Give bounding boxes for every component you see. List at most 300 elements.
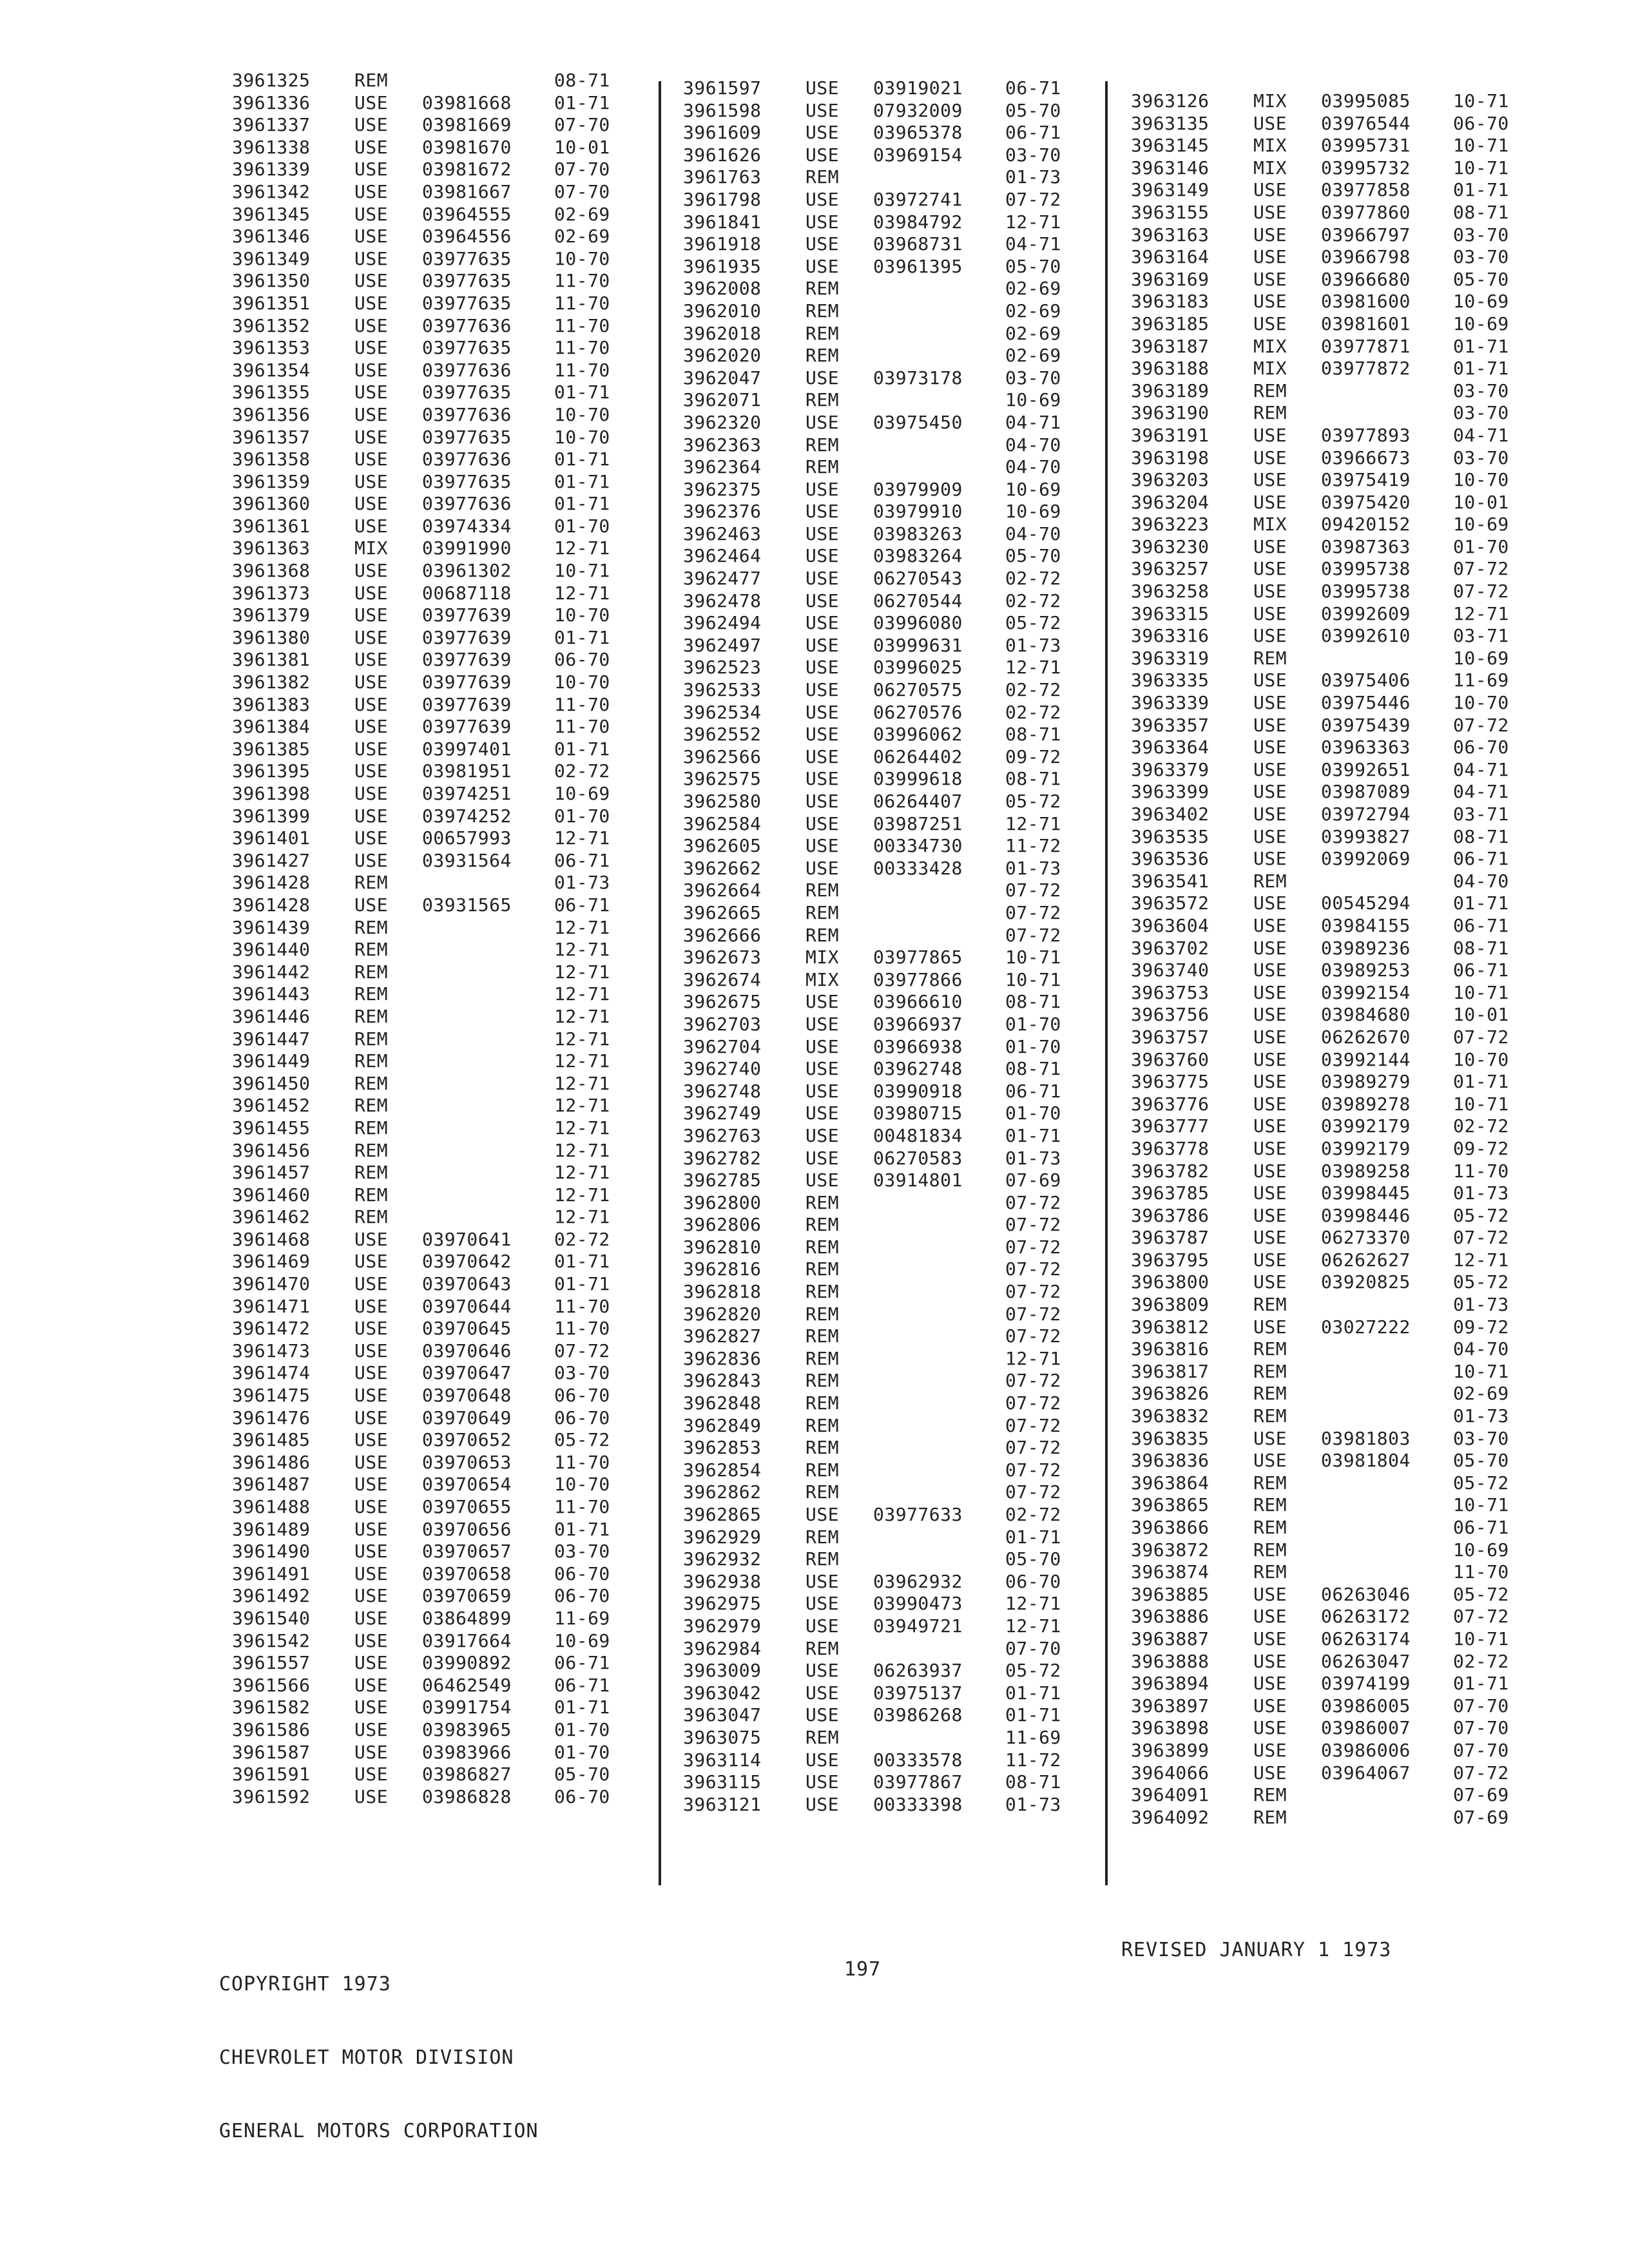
revision-date-cell: 04-71 [1453, 758, 1509, 780]
status-code: USE [354, 1541, 389, 1562]
table-row [683, 1704, 1083, 1727]
replacement-number: 03976544 [1321, 112, 1411, 134]
copyright-block [219, 1923, 539, 2168]
revision-date-cell: 07-70 [1453, 1695, 1509, 1716]
replacement-number: 03974252 [422, 805, 512, 827]
status-code: REM [1253, 1494, 1287, 1516]
revision-date-cell: 09-72 [1453, 1316, 1509, 1338]
part-number: 3963864 [1131, 1472, 1210, 1494]
part-number: 3961352 [232, 314, 311, 336]
status-code: USE [805, 1793, 840, 1815]
revision-date-cell: 05-70 [1453, 1450, 1509, 1472]
revision-date-cell: 01-71 [1005, 1704, 1061, 1726]
part-number: 3961357 [232, 426, 311, 448]
revision-date-cell: 07-72 [1005, 1392, 1061, 1414]
revision-date-cell: 01-71 [554, 448, 610, 470]
status-code: USE [805, 144, 840, 166]
parts-column-2 [683, 77, 1083, 1816]
replacement-number: 03972794 [1321, 803, 1411, 825]
revision-date-cell: 08-71 [1453, 825, 1509, 847]
status-code: USE [354, 1629, 389, 1651]
part-number: 3963399 [1131, 781, 1210, 803]
part-number: 3962008 [683, 278, 762, 300]
table-row [232, 1452, 631, 1474]
revision-date-cell: 01-73 [1005, 166, 1061, 188]
status-code: USE [1253, 1026, 1287, 1048]
revision-date-cell: 01-73 [1453, 1182, 1509, 1204]
revision-date-cell: 06-71 [1005, 77, 1061, 99]
revision-date-cell: 03-70 [1005, 144, 1061, 166]
part-number: 3962605 [683, 835, 762, 857]
replacement-number: 03970653 [422, 1451, 512, 1473]
replacement-number: 03977635 [422, 337, 512, 359]
status-code: USE [805, 857, 840, 879]
replacement-number: 03990473 [873, 1593, 963, 1615]
table-row [232, 604, 631, 627]
revision-date-cell: 04-70 [1453, 1338, 1509, 1360]
part-number: 3964092 [1131, 1806, 1210, 1828]
table-row [683, 323, 1083, 345]
table-row [1131, 870, 1530, 893]
revision-date-cell: 05-70 [1005, 1548, 1061, 1570]
status-code: REM [1253, 870, 1287, 892]
replacement-number: 03966610 [873, 991, 963, 1013]
part-number: 3962477 [683, 568, 762, 590]
status-code: USE [354, 403, 389, 425]
revision-date-cell: 05-70 [1005, 255, 1061, 277]
status-code: USE [1253, 312, 1287, 334]
status-code: USE [805, 1147, 840, 1169]
part-number: 3961428 [232, 872, 311, 894]
table-row [232, 159, 631, 181]
replacement-number: 03992144 [1321, 1048, 1411, 1070]
status-code: USE [354, 247, 389, 269]
table-row [683, 702, 1083, 724]
part-number: 3962464 [683, 545, 762, 567]
status-code: MIX [1253, 514, 1287, 535]
revision-date-cell: 06-71 [1453, 1517, 1509, 1538]
replacement-number: 03966798 [1321, 246, 1411, 268]
table-row [1131, 1695, 1530, 1718]
revision-date-cell: 06-71 [1453, 848, 1509, 870]
part-number: 3963169 [1131, 268, 1210, 290]
revision-date-cell: 11-70 [554, 1318, 610, 1340]
table-row [232, 1407, 631, 1430]
status-code: USE [805, 745, 840, 767]
replacement-number: 03977636 [422, 448, 512, 470]
revision-date-cell: 01-71 [1453, 1071, 1509, 1093]
revision-date-cell: 11-70 [554, 1451, 610, 1473]
part-number: 3962575 [683, 768, 762, 790]
replacement-number: 03977639 [422, 693, 512, 715]
replacement-number: 03990918 [873, 1080, 963, 1102]
status-code: REM [805, 1459, 840, 1481]
part-number: 3962665 [683, 901, 762, 923]
table-row [232, 894, 631, 917]
revision-date-cell: 11-70 [554, 359, 610, 381]
revision-date-cell: 11-69 [554, 1607, 610, 1629]
status-code: USE [1253, 469, 1287, 491]
part-number: 3963894 [1131, 1673, 1210, 1695]
revision-date-cell: 07-70 [1005, 1637, 1061, 1659]
status-code: USE [805, 1013, 840, 1035]
part-number: 3961455 [232, 1117, 311, 1139]
table-row [232, 694, 631, 716]
status-code: USE [354, 1674, 389, 1696]
revision-date-cell: 03-70 [554, 1541, 610, 1562]
status-code: USE [1253, 1004, 1287, 1026]
replacement-number: 03975439 [1321, 714, 1411, 736]
status-code: USE [805, 1035, 840, 1057]
revision-date-cell: 07-72 [1005, 1281, 1061, 1303]
table-row [1131, 1205, 1530, 1227]
part-number: 3962763 [683, 1124, 762, 1146]
table-row [683, 166, 1083, 189]
revision-date-cell: 01-70 [554, 1741, 610, 1763]
revision-date-cell: 01-73 [1453, 1405, 1509, 1427]
part-number: 3961597 [683, 77, 762, 99]
replacement-number: 03991754 [422, 1696, 512, 1718]
part-number: 3962984 [683, 1637, 762, 1659]
status-code: REM [354, 1095, 389, 1117]
table-row [232, 448, 631, 471]
status-code: USE [805, 1124, 840, 1146]
status-code: USE [1253, 892, 1287, 914]
part-number: 3963155 [1131, 201, 1210, 223]
revision-date-cell: 03-70 [1453, 246, 1509, 268]
part-number: 3963816 [1131, 1338, 1210, 1360]
part-number: 3961460 [232, 1184, 311, 1206]
revision-date-cell: 10-70 [554, 426, 610, 448]
revision-date-cell: 03-70 [1453, 402, 1509, 424]
table-row [232, 961, 631, 984]
status-code: USE [354, 671, 389, 693]
revision-date-cell: 07-72 [1005, 188, 1061, 210]
replacement-number: 03986006 [1321, 1739, 1411, 1761]
status-code: USE [354, 136, 389, 158]
status-code: USE [1253, 224, 1287, 245]
revision-date-cell: 01-70 [554, 805, 610, 827]
revision-date-cell: 04-71 [1453, 424, 1509, 446]
replacement-number: 03977866 [873, 968, 963, 990]
replacement-number: 03979909 [873, 478, 963, 500]
replacement-number: 03979910 [873, 501, 963, 523]
table-row [1131, 848, 1530, 870]
revision-date-cell: 11-70 [554, 716, 610, 738]
table-row [232, 783, 631, 805]
status-code: USE [354, 493, 389, 515]
status-code: USE [354, 1295, 389, 1317]
part-number: 3961380 [232, 626, 311, 648]
revision-date-cell: 07-69 [1453, 1784, 1509, 1806]
table-row [232, 1696, 631, 1719]
part-number: 3961443 [232, 983, 311, 1005]
replacement-number: 03970644 [422, 1295, 512, 1317]
table-row [1131, 1561, 1530, 1584]
status-code: USE [354, 1763, 389, 1785]
status-code: USE [1253, 1739, 1287, 1761]
table-row [232, 1519, 631, 1541]
revision-date-cell: 08-71 [1005, 724, 1061, 745]
status-code: REM [354, 916, 389, 938]
revision-date-cell: 04-70 [1005, 456, 1061, 478]
status-code: USE [354, 1696, 389, 1718]
table-row [1131, 179, 1530, 202]
revision-date-cell: 01-71 [554, 381, 610, 403]
revision-date-cell: 01-71 [1453, 892, 1509, 914]
replacement-number: 03977636 [422, 493, 512, 515]
status-code: USE [354, 1273, 389, 1295]
revision-date-cell: 07-72 [554, 1340, 610, 1361]
part-number: 3961591 [232, 1763, 311, 1785]
replacement-number: 03961302 [422, 560, 512, 582]
part-number: 3962979 [683, 1615, 762, 1637]
table-row [1131, 447, 1530, 470]
replacement-number: 03984680 [1321, 1004, 1411, 1026]
part-number: 3963885 [1131, 1583, 1210, 1605]
part-number: 3962664 [683, 879, 762, 901]
revision-date-cell: 06-71 [554, 1674, 610, 1696]
part-number: 3963888 [1131, 1650, 1210, 1672]
revision-date-cell: 01-70 [554, 1718, 610, 1740]
status-code: MIX [1253, 90, 1287, 111]
replacement-number: 03977635 [422, 247, 512, 269]
part-number: 3963189 [1131, 380, 1210, 401]
part-number: 3962836 [683, 1347, 762, 1369]
revision-date-cell: 10-69 [1453, 1539, 1509, 1561]
table-row [232, 1385, 631, 1407]
status-code: USE [354, 448, 389, 470]
table-row [232, 1296, 631, 1318]
replacement-number: 03981601 [1321, 312, 1411, 334]
table-row [232, 1541, 631, 1563]
table-row [683, 724, 1083, 746]
revision-date-cell: 11-70 [554, 1295, 610, 1317]
table-row [1131, 1004, 1530, 1026]
table-row [232, 270, 631, 293]
status-code: USE [354, 159, 389, 180]
status-code: REM [1253, 1383, 1287, 1405]
revision-date-cell: 03-70 [1453, 380, 1509, 401]
part-number: 3962071 [683, 389, 762, 411]
part-number: 3963536 [1131, 848, 1210, 870]
status-code: MIX [354, 537, 389, 559]
replacement-number: 03977635 [422, 426, 512, 448]
part-number: 3963812 [1131, 1316, 1210, 1338]
status-code: USE [1253, 1227, 1287, 1249]
table-row [683, 969, 1083, 992]
replacement-number: 06270583 [873, 1147, 963, 1169]
status-code: USE [1253, 848, 1287, 870]
status-code: REM [354, 939, 389, 961]
revision-date-cell: 07-72 [1453, 1227, 1509, 1249]
replacement-number: 03998445 [1321, 1182, 1411, 1204]
table-row [232, 471, 631, 494]
replacement-number: 03977635 [422, 381, 512, 403]
status-code: USE [1253, 781, 1287, 803]
table-row [683, 657, 1083, 679]
revision-date-cell: 10-70 [554, 604, 610, 626]
status-code: USE [1253, 179, 1287, 201]
table-row [232, 1675, 631, 1697]
table-row [232, 983, 631, 1006]
part-number: 3963188 [1131, 358, 1210, 380]
revision-date-cell: 08-71 [1005, 1771, 1061, 1793]
revision-date-cell: 11-70 [1453, 1160, 1509, 1182]
replacement-number: 03981669 [422, 114, 512, 136]
table-row [683, 412, 1083, 434]
table-row [232, 1073, 631, 1095]
status-code: USE [1253, 1071, 1287, 1093]
part-number: 3963135 [1131, 112, 1210, 134]
table-row [683, 545, 1083, 568]
status-code: USE [805, 478, 840, 500]
revision-date-cell: 02-72 [554, 760, 610, 782]
status-code: REM [805, 1303, 840, 1325]
part-number: 3961385 [232, 738, 311, 760]
part-number: 3962494 [683, 612, 762, 634]
status-code: REM [805, 1548, 840, 1570]
part-number: 3961557 [232, 1652, 311, 1674]
part-number: 3961368 [232, 560, 311, 582]
table-row [683, 791, 1083, 813]
table-row [1131, 1539, 1530, 1562]
table-row [1131, 313, 1530, 336]
status-code: USE [354, 1340, 389, 1361]
revision-date-cell: 06-71 [554, 849, 610, 871]
status-code: USE [805, 211, 840, 233]
replacement-number: 03962932 [873, 1570, 963, 1592]
table-row [1131, 982, 1530, 1004]
revision-date-cell: 11-69 [1453, 669, 1509, 691]
revision-date-cell: 12-71 [554, 939, 610, 961]
status-code: USE [805, 991, 840, 1013]
table-row [1131, 536, 1530, 559]
status-code: USE [354, 359, 389, 381]
part-number: 3961345 [232, 203, 311, 225]
part-number: 3961450 [232, 1072, 311, 1094]
status-code: REM [805, 1414, 840, 1436]
part-number: 3962534 [683, 701, 762, 723]
revision-date-cell: 11-70 [554, 337, 610, 359]
revision-date-cell: 06-71 [1005, 1080, 1061, 1102]
part-number: 3961379 [232, 604, 311, 626]
status-code: USE [1253, 558, 1287, 580]
status-code: USE [1253, 1606, 1287, 1628]
part-number: 3963047 [683, 1704, 762, 1726]
table-row [232, 1563, 631, 1586]
replacement-number: 03966680 [1321, 268, 1411, 290]
part-number: 3961470 [232, 1273, 311, 1295]
part-number: 3961338 [232, 136, 311, 158]
table-row [1131, 581, 1530, 603]
table-row [683, 189, 1083, 211]
revision-date-cell: 12-71 [554, 827, 610, 849]
revision-date-cell: 04-71 [1005, 411, 1061, 433]
replacement-number: 03986005 [1321, 1695, 1411, 1716]
revision-date-cell: 10-70 [1453, 1048, 1509, 1070]
revision-date-cell: 07-70 [1453, 1717, 1509, 1739]
status-code: REM [354, 983, 389, 1005]
table-row [232, 850, 631, 872]
status-code: USE [1253, 1583, 1287, 1605]
status-code: USE [1253, 246, 1287, 268]
revision-date-cell: 06-71 [554, 1652, 610, 1674]
revision-date-cell: 10-01 [1453, 1004, 1509, 1026]
status-code: USE [354, 381, 389, 403]
revision-date-cell: 06-70 [1453, 736, 1509, 758]
revision-date-cell: 05-70 [554, 1763, 610, 1785]
part-number: 3962533 [683, 679, 762, 701]
revision-date-cell: 02-69 [554, 203, 610, 225]
status-code: REM [805, 1637, 840, 1659]
table-row [1131, 269, 1530, 291]
status-code: USE [1253, 1316, 1287, 1338]
part-number: 3961472 [232, 1318, 311, 1340]
status-code: USE [1253, 981, 1287, 1003]
revision-date-cell: 07-72 [1005, 1437, 1061, 1459]
replacement-number: 03975450 [873, 411, 963, 433]
status-code: USE [805, 634, 840, 656]
table-row [1131, 781, 1530, 803]
status-code: USE [354, 91, 389, 113]
revision-date-cell: 06-70 [554, 1562, 610, 1584]
part-number: 3963874 [1131, 1561, 1210, 1583]
part-number: 3963364 [1131, 736, 1210, 758]
part-number: 3962818 [683, 1281, 762, 1303]
status-code: USE [805, 590, 840, 611]
replacement-number: 03992069 [1321, 848, 1411, 870]
status-code: MIX [1253, 135, 1287, 157]
status-code: USE [805, 1058, 840, 1080]
table-row [1131, 1784, 1530, 1807]
table-row [1131, 1606, 1530, 1628]
status-code: USE [1253, 736, 1287, 758]
revision-date-cell: 02-72 [1453, 1115, 1509, 1137]
revision-date-cell: 03-70 [1005, 367, 1061, 389]
replacement-number: 06462549 [422, 1674, 512, 1696]
table-row [683, 835, 1083, 858]
table-row [232, 805, 631, 828]
table-row [232, 582, 631, 605]
table-row [683, 1481, 1083, 1504]
status-code: MIX [1253, 335, 1287, 357]
status-code: REM [805, 456, 840, 478]
table-row [232, 1742, 631, 1764]
part-number: 3961401 [232, 827, 311, 849]
part-number: 3962320 [683, 411, 762, 433]
status-code: USE [1253, 447, 1287, 468]
table-row [1131, 469, 1530, 492]
replacement-number: 03981803 [1321, 1427, 1411, 1449]
part-number: 3962820 [683, 1303, 762, 1325]
revision-date-cell: 10-71 [1005, 947, 1061, 968]
status-code: USE [1253, 625, 1287, 647]
table-row [683, 1615, 1083, 1638]
replacement-number: 03977636 [422, 314, 512, 336]
table-row [683, 1370, 1083, 1392]
part-number: 3961935 [683, 255, 762, 277]
replacement-number: 03987089 [1321, 781, 1411, 803]
replacement-number: 03984792 [873, 211, 963, 233]
part-number: 3963866 [1131, 1517, 1210, 1538]
replacement-number: 03995732 [1321, 157, 1411, 178]
replacement-number: 06262627 [1321, 1249, 1411, 1271]
part-number: 3963319 [1131, 647, 1210, 669]
status-code: USE [1253, 424, 1287, 446]
revision-date-cell: 07-72 [1453, 1762, 1509, 1783]
revision-date-cell: 10-71 [1453, 1093, 1509, 1115]
